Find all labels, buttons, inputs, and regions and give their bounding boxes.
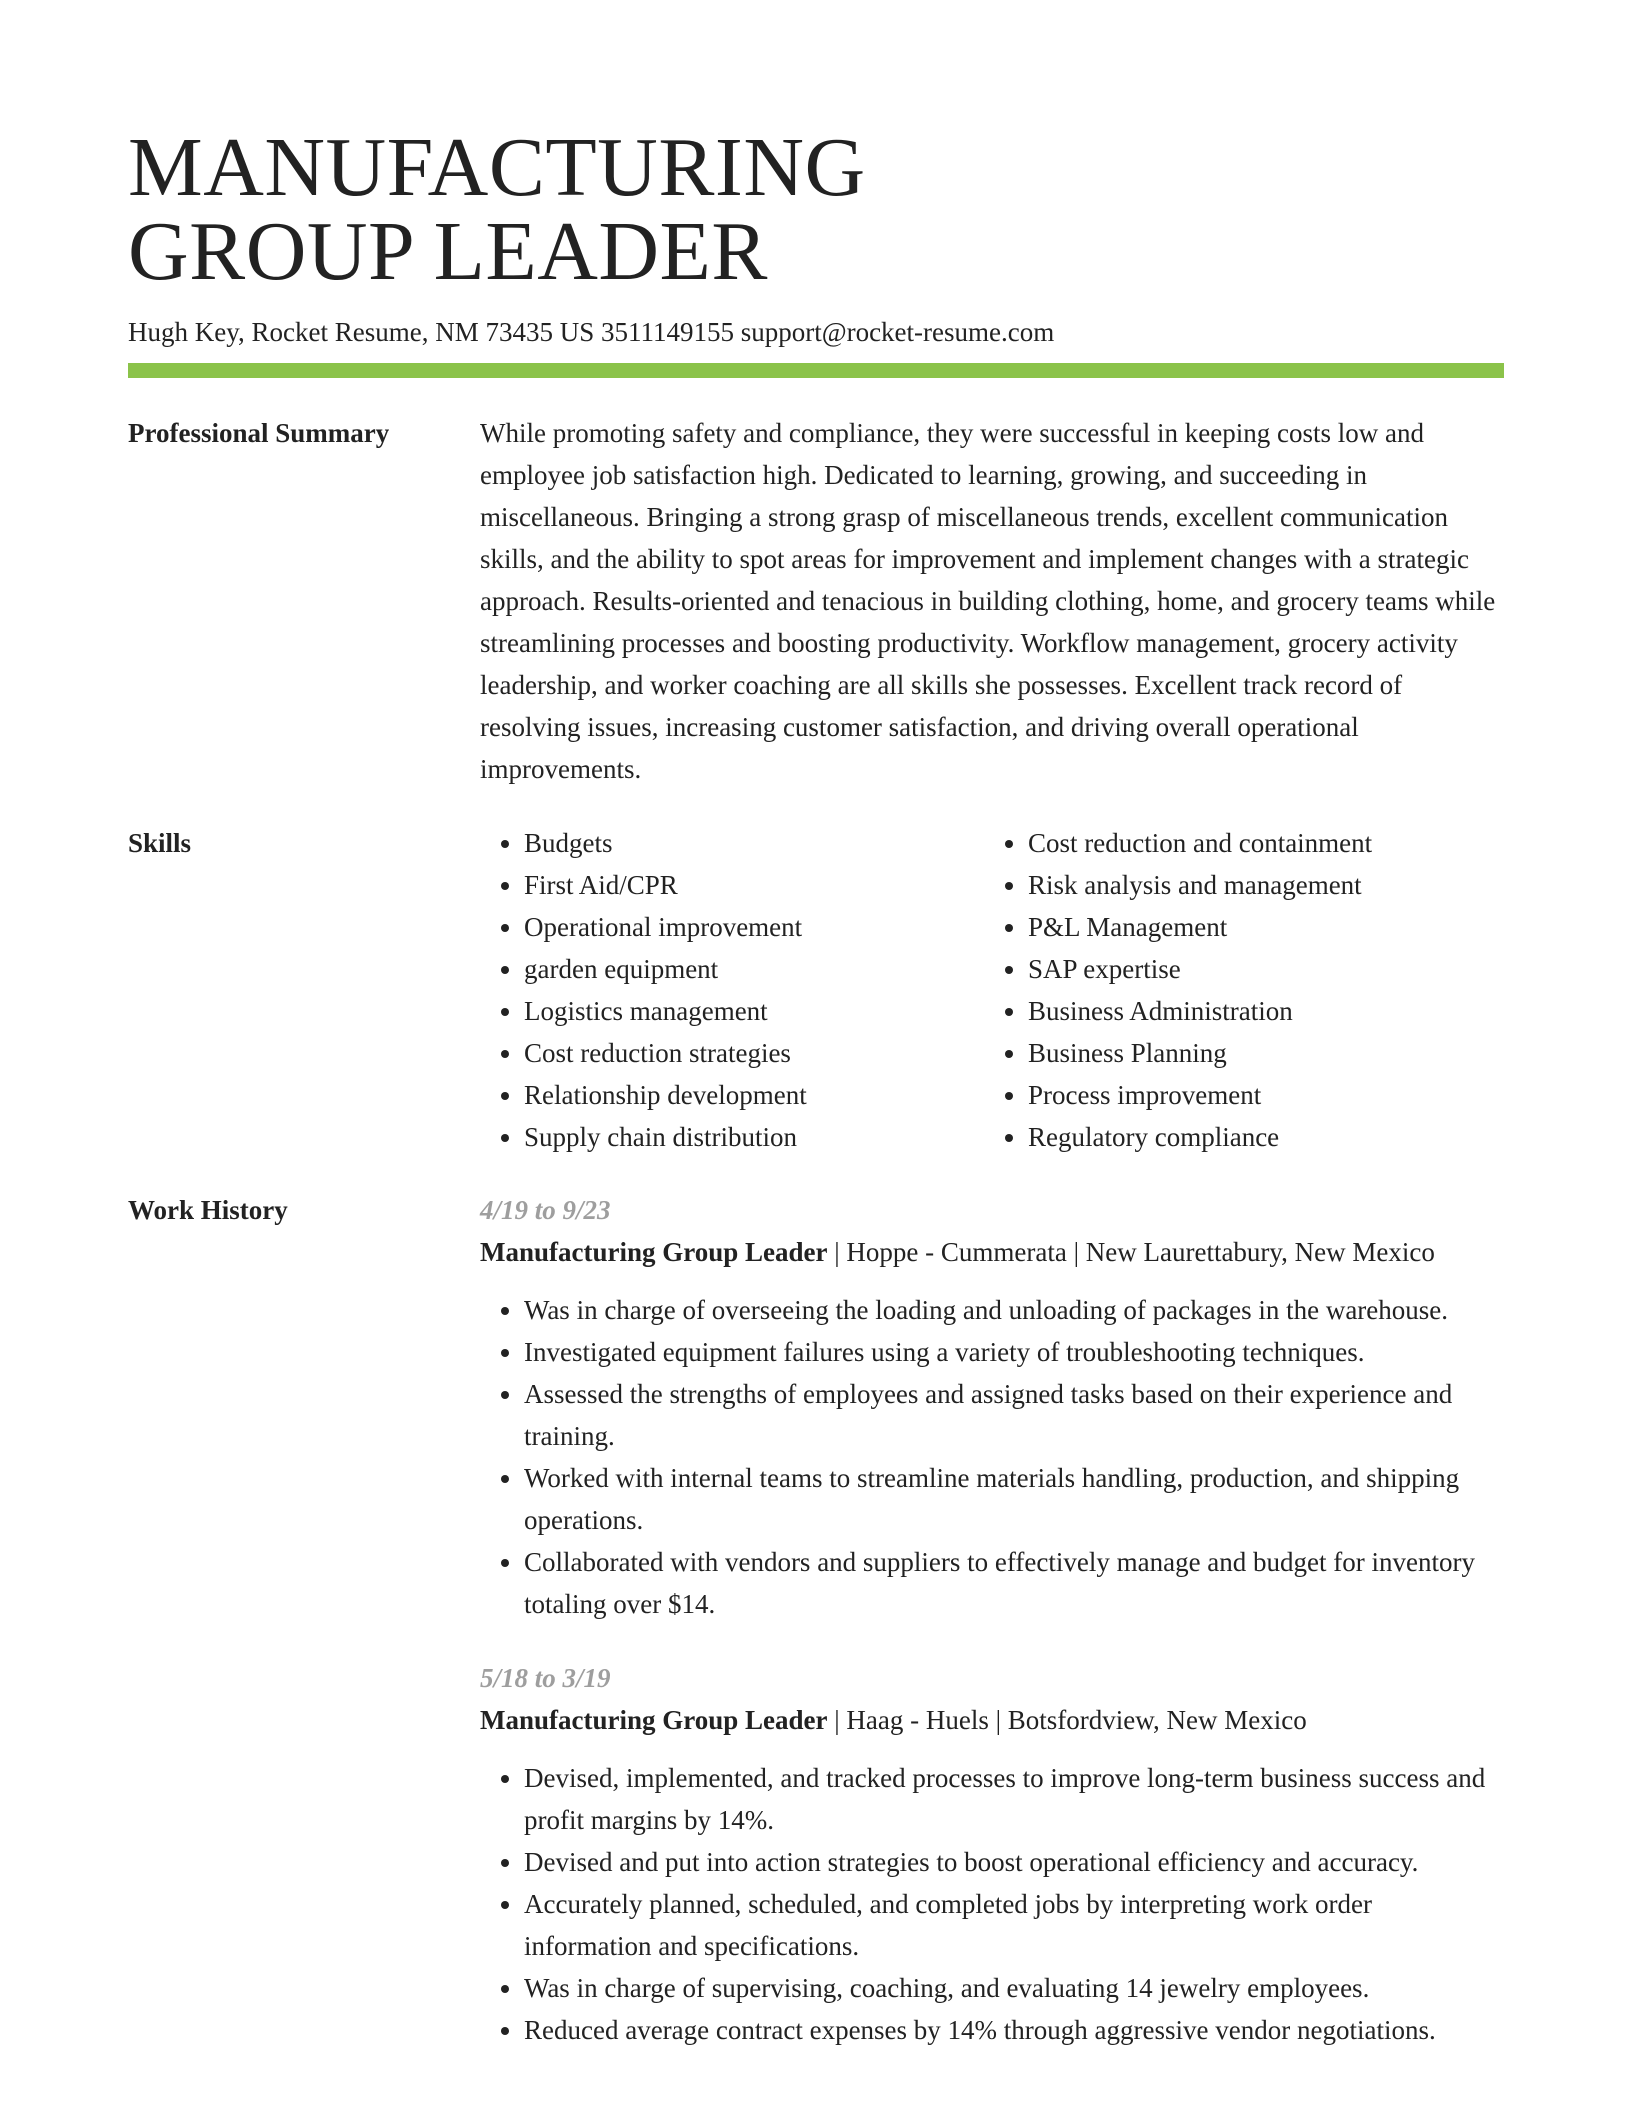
job-entry [480,1189,1504,1625]
skill-item: • Business Planning [1028,1032,1488,1074]
job-dates: 5/18 to 3/19 [480,1663,611,1693]
job-title: Manufacturing Group Leader [480,1237,828,1267]
job-heading [480,1699,1504,1741]
job-bullet: • Collaborated with vendors and suppliers to effectively manage and budget for inventory totaling over $14. [524,1541,1504,1625]
skill-item: • Business Administration [1028,990,1488,1032]
job-bullet: • Reduced average contract expenses by 14% through aggressive vendor negotiations. [524,2009,1504,2051]
job-details: | Haag - Huels | Botsfordview, New Mexico [827,1705,1307,1735]
section-label-summary: Professional Summary [128,418,390,448]
job-bullet: • Worked with internal teams to streamline materials handling, production, and shipping operations. [524,1457,1504,1541]
resume-page [128,0,1504,2051]
job-bullet: • Devised, implemented, and tracked processes to improve long-term business success and profit margins by 14%. [524,1757,1504,1841]
job-bullet: • Accurately planned, scheduled, and completed jobs by interpreting work order information and specifications. [524,1883,1504,1967]
job-heading [480,1231,1504,1273]
resume-title-line-1: MANUFACTURING [128,121,866,214]
skills-column-2 [984,822,1488,1158]
skill-item: • Cost reduction and containment [1028,822,1488,864]
contact-info: Hugh Key, Rocket Resume, NM 73435 US 3511149155 support@rocket-resume.com [128,317,1055,347]
job-bullets [480,1757,1504,2051]
skill-item: • Regulatory compliance [1028,1116,1488,1158]
job-bullet: • Devised and put into action strategies to boost operational efficiency and accuracy. [524,1841,1504,1883]
skill-item: • Risk analysis and management [1028,864,1488,906]
job-entry [480,1657,1504,2051]
skill-item: • Process improvement [1028,1074,1488,1116]
professional-summary-section [128,412,1504,790]
job-bullets [480,1289,1504,1625]
section-label-skills: Skills [128,828,192,858]
job-dates: 4/19 to 9/23 [480,1195,611,1225]
skill-item: • Operational improvement [524,906,984,948]
skill-item: • Logistics management [524,990,984,1032]
work-history-section [128,1189,1504,2051]
job-bullet: • Assessed the strengths of employees and assigned tasks based on their experience and training. [524,1373,1504,1457]
resume-title-line-2: GROUP LEADER [128,205,768,298]
skill-item: • P&L Management [1028,906,1488,948]
job-bullet: • Investigated equipment failures using a variety of troubleshooting techniques. [524,1331,1504,1373]
skill-item: • First Aid/CPR [524,864,984,906]
skill-item: • SAP expertise [1028,948,1488,990]
skill-item: • Supply chain distribution [524,1116,984,1158]
skills-column-1 [480,822,984,1158]
skill-item: • garden equipment [524,948,984,990]
skills-section [128,822,1504,1158]
resume-title [128,0,1504,298]
skill-item: • Cost reduction strategies [524,1032,984,1074]
skill-item: • Relationship development [524,1074,984,1116]
job-details: | Hoppe - Cummerata | New Laurettabury, New Mexico [827,1237,1435,1267]
job-title: Manufacturing Group Leader [480,1705,828,1735]
job-bullet: • Was in charge of overseeing the loading and unloading of packages in the warehouse. [524,1289,1504,1331]
skill-item: • Budgets [524,822,984,864]
job-bullet: • Was in charge of supervising, coaching, and evaluating 14 jewelry employees. [524,1967,1504,2009]
summary-text: While promoting safety and compliance, they were successful in keeping costs low and employee job satisfaction high. Dedicated to learning, growing, and succeeding in miscellaneous. Bringing a strong grasp of miscellaneous trends, excellent communication skills, and the ability to spot areas for improvement and implement changes with a strategic approach. Results-oriented and tenacious in building clothing, home, and grocery teams while streamlining processes and boosting productivity. Workflow management, grocery activity leadership, and worker coaching are all skills she possesses. Excellent track record of resolving issues, increasing customer satisfaction, and driving overall operational improvements. [480,418,1496,784]
section-label-work-history: Work History [128,1195,288,1225]
accent-divider [128,363,1504,378]
